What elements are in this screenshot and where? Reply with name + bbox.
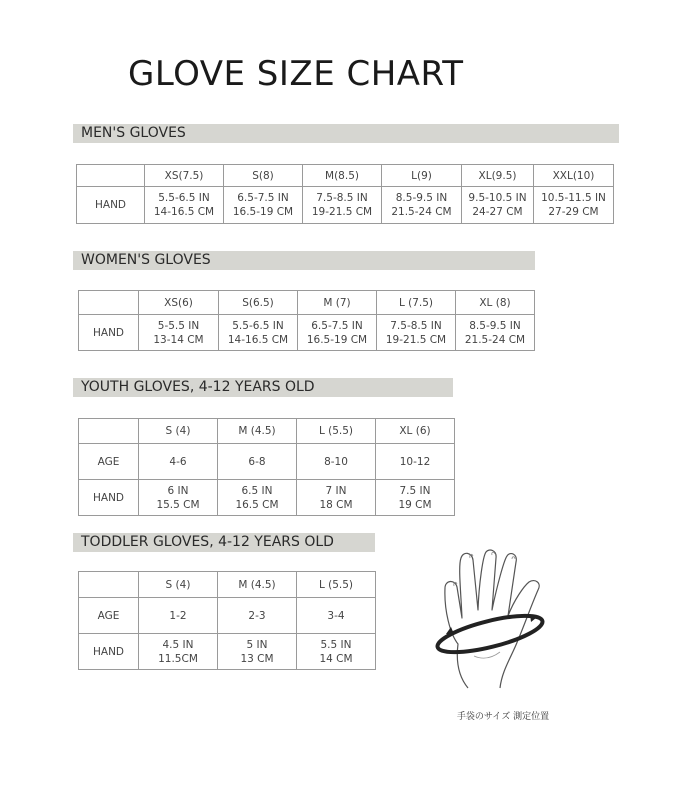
womens-hand-xs: 5-5.5 IN 13-14 CM [139, 315, 219, 351]
mens-hand-row [77, 187, 614, 224]
womens-size-s: S(6.5) [219, 291, 298, 315]
mens-hand-s: 6.5-7.5 IN 16.5-19 CM [224, 187, 303, 224]
toddler-hand-s: 4.5 IN 11.5CM [139, 634, 218, 670]
youth-size-table [78, 418, 455, 516]
row-label-age: AGE [79, 444, 139, 480]
mens-size-s: S(8) [224, 165, 303, 187]
youth-size-xl: XL (6) [376, 419, 455, 444]
toddler-age-m: 2-3 [218, 598, 297, 634]
youth-age-s: 4-6 [139, 444, 218, 480]
youth-size-row [79, 419, 455, 444]
page-title: GLOVE SIZE CHART [128, 54, 464, 94]
youth-hand-m: 6.5 IN 16.5 CM [218, 480, 297, 516]
toddler-size-m: M (4.5) [218, 572, 297, 598]
row-label-age: AGE [79, 598, 139, 634]
mens-size-xl: XL(9.5) [462, 165, 534, 187]
mens-size-table [76, 164, 614, 224]
womens-hand-xl: 8.5-9.5 IN 21.5-24 CM [456, 315, 535, 351]
hand-outline-icon [428, 548, 568, 700]
womens-size-m: M (7) [298, 291, 377, 315]
mens-hand-xl: 9.5-10.5 IN 24-27 CM [462, 187, 534, 224]
header-corner-cell [79, 572, 139, 598]
youth-age-xl: 10-12 [376, 444, 455, 480]
header-corner-cell [77, 165, 145, 187]
toddler-age-row [79, 598, 376, 634]
mens-size-l: L(9) [382, 165, 462, 187]
hand-measurement-illustration [428, 548, 568, 700]
womens-size-xl: XL (8) [456, 291, 535, 315]
toddler-size-row [79, 572, 376, 598]
youth-age-m: 6-8 [218, 444, 297, 480]
mens-hand-xxl: 10.5-11.5 IN 27-29 CM [534, 187, 614, 224]
womens-size-l: L (7.5) [377, 291, 456, 315]
youth-hand-xl: 7.5 IN 19 CM [376, 480, 455, 516]
row-label-hand: HAND [79, 634, 139, 670]
womens-section-heading: WOMEN'S GLOVES [73, 251, 535, 270]
mens-hand-xs: 5.5-6.5 IN 14-16.5 CM [145, 187, 224, 224]
toddler-age-s: 1-2 [139, 598, 218, 634]
youth-section-heading: YOUTH GLOVES, 4-12 YEARS OLD [73, 378, 453, 397]
header-corner-cell [79, 291, 139, 315]
mens-section-heading: MEN'S GLOVES [73, 124, 619, 143]
toddler-section-heading: TODDLER GLOVES, 4-12 YEARS OLD [73, 533, 375, 552]
youth-hand-l: 7 IN 18 CM [297, 480, 376, 516]
womens-size-row [79, 291, 535, 315]
youth-hand-s: 6 IN 15.5 CM [139, 480, 218, 516]
row-label-hand: HAND [79, 315, 139, 351]
mens-hand-m: 7.5-8.5 IN 19-21.5 CM [303, 187, 382, 224]
mens-size-xxl: XXL(10) [534, 165, 614, 187]
row-label-hand: HAND [79, 480, 139, 516]
toddler-hand-m: 5 IN 13 CM [218, 634, 297, 670]
youth-size-m: M (4.5) [218, 419, 297, 444]
youth-hand-row [79, 480, 455, 516]
womens-size-table [78, 290, 535, 351]
toddler-hand-l: 5.5 IN 14 CM [297, 634, 376, 670]
row-label-hand: HAND [77, 187, 145, 224]
womens-size-xs: XS(6) [139, 291, 219, 315]
mens-size-row [77, 165, 614, 187]
toddler-size-table [78, 571, 376, 670]
hand-measurement-caption: 手袋のサイズ 測定位置 [456, 712, 550, 722]
toddler-size-l: L (5.5) [297, 572, 376, 598]
mens-hand-l: 8.5-9.5 IN 21.5-24 CM [382, 187, 462, 224]
toddler-hand-row [79, 634, 376, 670]
toddler-size-s: S (4) [139, 572, 218, 598]
header-corner-cell [79, 419, 139, 444]
womens-hand-row [79, 315, 535, 351]
youth-size-l: L (5.5) [297, 419, 376, 444]
mens-size-m: M(8.5) [303, 165, 382, 187]
youth-size-s: S (4) [139, 419, 218, 444]
youth-age-l: 8-10 [297, 444, 376, 480]
womens-hand-l: 7.5-8.5 IN 19-21.5 CM [377, 315, 456, 351]
womens-hand-s: 5.5-6.5 IN 14-16.5 CM [219, 315, 298, 351]
toddler-age-l: 3-4 [297, 598, 376, 634]
mens-size-xs: XS(7.5) [145, 165, 224, 187]
womens-hand-m: 6.5-7.5 IN 16.5-19 CM [298, 315, 377, 351]
youth-age-row [79, 444, 455, 480]
